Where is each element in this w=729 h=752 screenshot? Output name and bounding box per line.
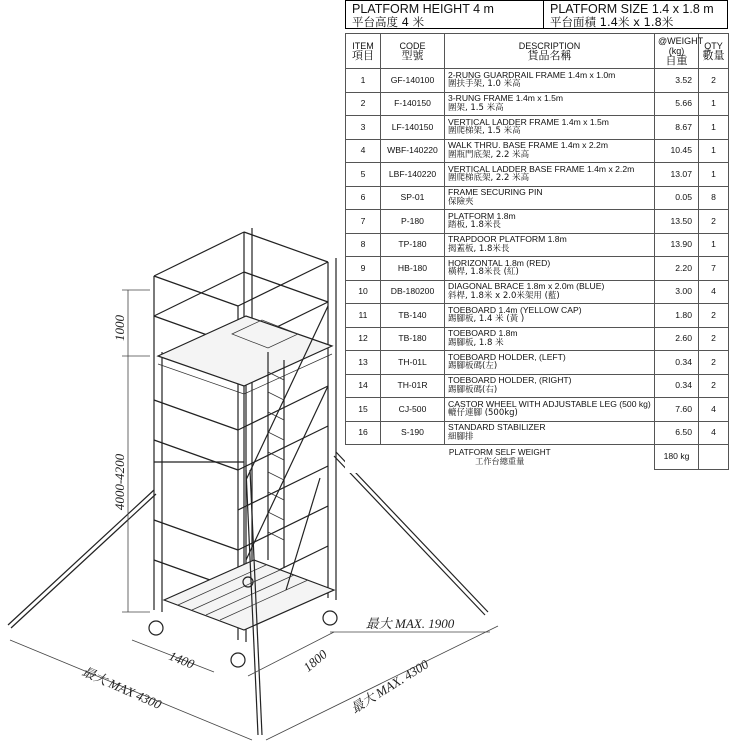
platform-size-cell [544,1,727,28]
self-weight-label-zh: 工作台總重量 [475,456,525,466]
description-zh: 斜桿, 1.8米 x 2.0米架用 (藍) [448,290,560,301]
item-number: 2 [346,92,381,116]
item-weight: 7.60 [655,398,699,422]
item-weight: 2.20 [655,257,699,281]
horizontal-front-3 [154,520,238,550]
description-en: STANDARD STABILIZER [448,422,546,433]
description-en: TOEBOARD HOLDER, (LEFT) [448,351,566,362]
dim-max-1900-label: 最大 MAX. 1900 [365,616,455,631]
item-qty: 4 [699,421,729,445]
platform-height-en: PLATFORM HEIGHT 4 m [352,2,494,16]
self-weight-row [346,445,729,470]
dim-max-4300-left-label: 最大 MAX 4300 [79,663,164,713]
ladder-rung [268,532,284,540]
stabilizer-back [286,478,320,590]
item-number: 10 [346,280,381,304]
item-code: DB-180200 [381,280,445,304]
item-number: 14 [346,374,381,398]
dim-height-label: 4000-4200 [112,453,127,511]
item-qty: 4 [699,280,729,304]
description-en: VERTICAL LADDER FRAME 1.4m x 1.5m [448,116,609,127]
item-weight: 8.67 [655,116,699,140]
col-weight-en: @WEIGHT [658,36,704,46]
table-row [346,233,729,257]
item-weight: 0.34 [655,374,699,398]
item-qty: 1 [699,163,729,187]
self-weight-label [346,445,655,470]
description-zh: 細腳排 [448,431,474,442]
ladder-rungs [268,372,284,540]
diagonal-brace-1 [246,386,328,560]
item-number: 1 [346,69,381,93]
item-code: TP-180 [381,233,445,257]
table-row [346,351,729,375]
description-en: HORIZONTAL 1.8m (RED) [448,257,551,268]
item-description [445,421,655,445]
description-en: VERTICAL LADDER BASE FRAME 1.4m x 2.2m [448,163,635,174]
item-number: 13 [346,351,381,375]
description-en: TRAPDOOR PLATFORM 1.8m [448,234,567,245]
item-code: GF-140100 [381,69,445,93]
item-qty: 4 [699,398,729,422]
platform-size-zh: 平台面積 1.4米 x 1.8米 [550,15,674,29]
parts-table [345,33,729,470]
item-code: S-190 [381,421,445,445]
item-description [445,280,655,304]
item-code: LBF-140220 [381,163,445,187]
description-zh: 圍瓶門底架, 2.2 米高 [448,149,530,160]
description-en: TOEBOARD 1.8m [448,328,518,339]
description-en: FRAME SECURING PIN [448,187,543,198]
item-weight: 1.80 [655,304,699,328]
item-number: 12 [346,327,381,351]
item-number: 3 [346,116,381,140]
self-weight-empty [699,445,729,470]
ladder-rung [268,472,284,480]
description-zh: 圍爬梯架, 1.5 米高 [448,126,521,137]
item-code: TB-140 [381,304,445,328]
description-zh: 圍扶手架, 1.0 米高 [448,79,521,90]
description-en: DIAGONAL BRACE 1.8m x 2.0m (BLUE) [448,281,605,292]
dim-width-label: 1400 [166,648,197,672]
table-row [346,163,729,187]
table-row [346,186,729,210]
description-en: CASTOR WHEEL WITH ADJUSTABLE LEG (500 kg) [448,398,651,409]
guardrail-top-back [244,232,328,262]
col-weight [655,34,704,69]
stabilizer-right [336,452,488,612]
item-code: TH-01R [381,374,445,398]
guardrail-mid-left [154,272,244,316]
description-zh: 踢腳板, 1.4 米 (黃 ) [448,314,525,325]
description-en: PLATFORM 1.8m [448,210,516,221]
self-weight-value: 180 kg [655,445,699,470]
item-number: 11 [346,304,381,328]
item-qty: 8 [699,186,729,210]
platform-header [345,0,728,29]
table-row [346,257,729,281]
description-zh: 圍架, 1.5 米高 [448,102,504,113]
item-weight: 3.52 [655,69,699,93]
item-qty: 2 [699,351,729,375]
item-qty: 1 [699,116,729,140]
item-description [445,92,655,116]
dim-guardrail-label: 1000 [112,315,127,341]
item-qty: 1 [699,233,729,257]
item-qty: 1 [699,139,729,163]
item-code: F-140150 [381,92,445,116]
item-description [445,304,655,328]
description-zh: 圍爬梯底架, 2.2 米高 [448,173,530,184]
description-en: TOEBOARD 1.4m (YELLOW CAP) [448,304,582,315]
col-weight-unit: (kg) [668,46,685,56]
item-description [445,351,655,375]
item-description [445,116,655,140]
item-code: TH-01L [381,351,445,375]
table-row [346,280,729,304]
col-code-zh: 型號 [401,49,424,62]
item-weight: 3.00 [655,280,699,304]
item-number: 9 [346,257,381,281]
col-weight-zh: 自重 [665,54,688,67]
description-zh: 保險夾 [448,196,474,207]
item-code: WBF-140220 [381,139,445,163]
item-weight: 2.60 [655,327,699,351]
dim-max-4300-right-label: 最大 MAX. 4300 [348,656,432,716]
bottom-platform [164,560,334,630]
item-qty: 2 [699,69,729,93]
table-row [346,92,729,116]
description-zh: 轆仔連腳 (500kg) [448,408,518,419]
castor-wheel [323,611,337,625]
description-en: TOEBOARD HOLDER, (RIGHT) [448,375,572,386]
item-description [445,210,655,234]
col-code-en: CODE [399,41,426,51]
castor-wheel [149,621,163,635]
item-code: P-180 [381,210,445,234]
item-description [445,186,655,210]
table-row [346,304,729,328]
item-weight: 6.50 [655,421,699,445]
table-row [346,210,729,234]
description-zh: 踢腳板碼(右) [448,384,498,395]
description-en: WALK THRU. BASE FRAME 1.4m x 2.2m [448,140,608,151]
item-code: CJ-500 [381,398,445,422]
col-qty-zh: 數量 [702,49,725,62]
item-description [445,233,655,257]
guardrail-top-left [154,232,244,276]
col-description [445,34,655,69]
item-number: 7 [346,210,381,234]
table-row [346,398,729,422]
item-description [445,257,655,281]
item-qty: 7 [699,257,729,281]
item-qty: 2 [699,374,729,398]
item-description [445,69,655,93]
col-item-zh: 項目 [352,49,374,62]
horizontal-front-2 [154,440,238,470]
table-row [346,116,729,140]
description-en: 3-RUNG FRAME 1.4m x 1.5m [448,93,564,104]
ladder-rung [268,392,284,400]
description-zh: 橫桿, 1.8米長 (紅) [448,267,519,278]
item-description [445,374,655,398]
item-number: 4 [346,139,381,163]
item-code: LF-140150 [381,116,445,140]
platform-height-cell [346,1,544,28]
item-weight: 13.50 [655,210,699,234]
description-zh: 踏板, 1.8米長 [448,220,501,231]
item-code: HB-180 [381,257,445,281]
dim-length-label: 1800 [300,646,330,675]
item-description [445,327,655,351]
table-body [346,69,729,470]
item-code: SP-01 [381,186,445,210]
item-description [445,163,655,187]
table-row [346,421,729,445]
self-weight-label-en: PLATFORM SELF WEIGHT [448,448,551,457]
item-weight: 0.34 [655,351,699,375]
table-row [346,327,729,351]
table-row [346,139,729,163]
item-number: 5 [346,163,381,187]
col-item [346,34,381,69]
item-code: TB-180 [381,327,445,351]
item-number: 16 [346,421,381,445]
col-item-en: ITEM [352,41,374,51]
item-number: 15 [346,398,381,422]
item-number: 8 [346,233,381,257]
stabilizer-left-inner [11,494,156,628]
platform-height-zh: 平台高度 4 米 [352,15,425,29]
col-desc-zh: 貨品名稱 [527,49,572,62]
description-en: 2-RUNG GUARDRAIL FRAME 1.4m x 1.0m [448,69,616,80]
item-weight: 5.66 [655,92,699,116]
table-row [346,69,729,93]
item-qty: 2 [699,304,729,328]
description-zh: 踢腳板碼(左) [448,361,498,372]
ladder-rung [268,452,284,460]
item-number: 6 [346,186,381,210]
item-description [445,398,655,422]
description-zh: 踢腳板, 1.8 米 [448,337,504,348]
col-qty-en: QTY [704,41,723,51]
parts-list [345,0,728,473]
item-weight: 10.45 [655,139,699,163]
description-zh: 揭蓋板, 1.8米長 [448,243,510,254]
ladder-rung [268,432,284,440]
item-description [445,139,655,163]
castor-wheel [231,653,245,667]
col-code [381,34,445,69]
item-weight: 13.07 [655,163,699,187]
platform-size-en: PLATFORM SIZE 1.4 x 1.8 m [550,2,714,16]
horizontal-front-1 [154,400,238,430]
item-weight: 13.90 [655,233,699,257]
ladder-rung [268,512,284,520]
item-qty: 1 [699,92,729,116]
item-qty: 2 [699,327,729,351]
stabilizer-right-inner [334,456,485,615]
table-header-row [346,34,729,69]
col-desc-en: DESCRIPTION [518,41,581,51]
ladder-rung [268,372,284,380]
stabilizer-left [8,490,154,625]
table-row [346,374,729,398]
item-qty: 2 [699,210,729,234]
item-weight: 0.05 [655,186,699,210]
